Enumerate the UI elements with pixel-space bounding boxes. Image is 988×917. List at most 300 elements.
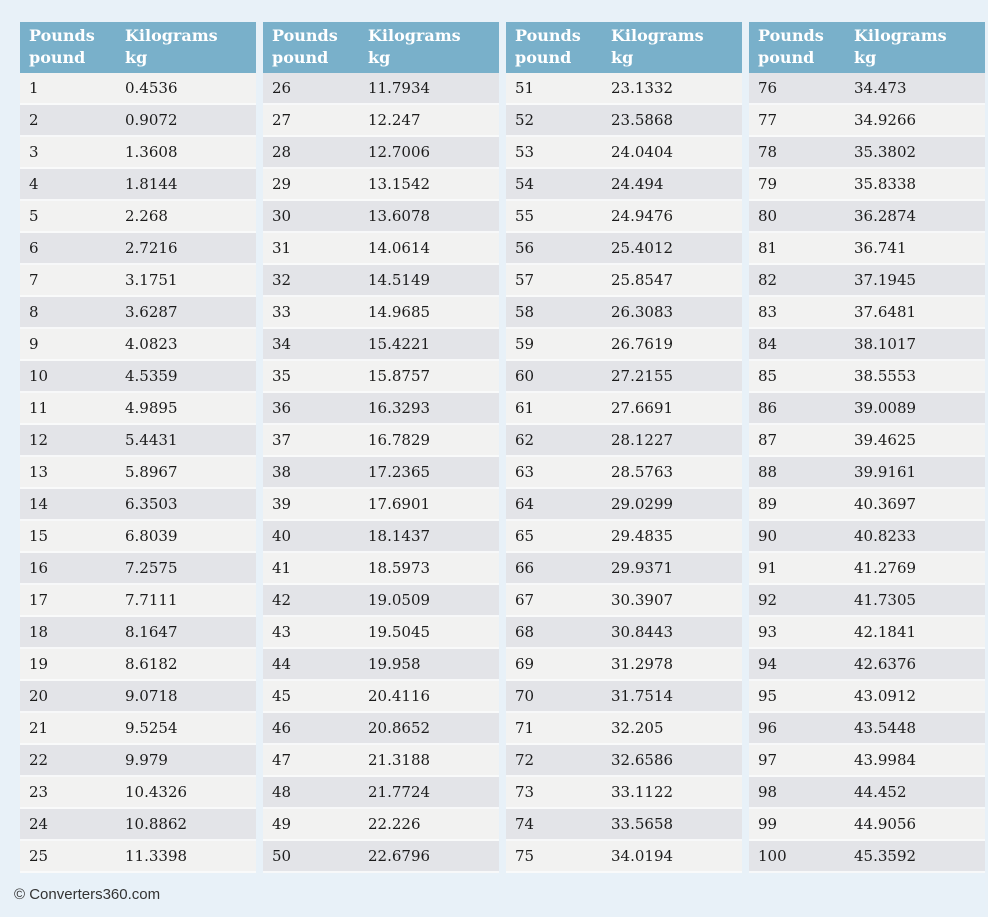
pounds-value: 85 xyxy=(758,367,778,385)
pounds-value: 37 xyxy=(272,431,292,449)
pounds-value: 75 xyxy=(515,847,535,865)
kilograms-value: 11.3398 xyxy=(125,847,188,865)
table-row xyxy=(749,361,985,393)
kilograms-value: 35.8338 xyxy=(854,175,917,193)
pounds-value: 77 xyxy=(758,111,778,129)
kilograms-value: 14.5149 xyxy=(368,271,431,289)
table-row xyxy=(506,169,742,201)
table-row xyxy=(506,73,742,105)
table-row xyxy=(263,361,499,393)
table-row xyxy=(263,329,499,361)
pounds-value: 51 xyxy=(515,79,535,97)
kilograms-value: 7.2575 xyxy=(125,559,178,577)
table-row xyxy=(506,713,742,745)
pounds-column-header xyxy=(272,25,368,73)
table-row xyxy=(263,489,499,521)
table-row xyxy=(749,489,985,521)
pounds-value: 18 xyxy=(29,623,49,641)
pounds-column-header xyxy=(758,25,854,73)
kilograms-value: 15.8757 xyxy=(368,367,431,385)
kilograms-value: 33.1122 xyxy=(611,783,674,801)
pounds-value: 53 xyxy=(515,143,535,161)
pounds-value: 61 xyxy=(515,399,535,417)
kilograms-value: 18.5973 xyxy=(368,559,431,577)
kilograms-value: 30.8443 xyxy=(611,623,674,641)
table-row xyxy=(749,521,985,553)
pounds-to-kg-table-76-100 xyxy=(749,22,985,873)
kilograms-header-line1: Kilograms xyxy=(611,26,704,45)
pounds-value: 21 xyxy=(29,719,49,737)
pounds-value: 4 xyxy=(29,175,39,193)
table-row xyxy=(506,265,742,297)
footer xyxy=(0,873,988,903)
pounds-value: 88 xyxy=(758,463,778,481)
pounds-column-header xyxy=(515,25,611,73)
table-row xyxy=(506,233,742,265)
kilograms-value: 29.4835 xyxy=(611,527,674,545)
table-row xyxy=(20,201,256,233)
pounds-value: 9 xyxy=(29,335,39,353)
table-row xyxy=(20,489,256,521)
table-row xyxy=(506,329,742,361)
pounds-value: 71 xyxy=(515,719,535,737)
kilograms-value: 1.3608 xyxy=(125,143,178,161)
pounds-value: 48 xyxy=(272,783,292,801)
table-row xyxy=(20,777,256,809)
pounds-header-line2: pound xyxy=(29,48,86,67)
kilograms-value: 44.452 xyxy=(854,783,907,801)
pounds-value: 52 xyxy=(515,111,535,129)
table-row xyxy=(749,201,985,233)
kilograms-value: 31.7514 xyxy=(611,687,674,705)
table-row xyxy=(506,841,742,873)
table-row xyxy=(20,649,256,681)
kilograms-value: 38.1017 xyxy=(854,335,917,353)
kilograms-value: 6.8039 xyxy=(125,527,178,545)
table-row xyxy=(263,617,499,649)
kilograms-value: 6.3503 xyxy=(125,495,178,513)
table-row xyxy=(20,329,256,361)
pounds-value: 31 xyxy=(272,239,292,257)
kilograms-value: 33.5658 xyxy=(611,815,674,833)
table-row xyxy=(749,297,985,329)
table-body xyxy=(20,73,256,873)
pounds-value: 66 xyxy=(515,559,535,577)
kilograms-value: 27.2155 xyxy=(611,367,674,385)
kilograms-header-line2: kg xyxy=(125,48,148,67)
pounds-value: 69 xyxy=(515,655,535,673)
pounds-value: 68 xyxy=(515,623,535,641)
pounds-value: 56 xyxy=(515,239,535,257)
kilograms-value: 9.0718 xyxy=(125,687,178,705)
table-row xyxy=(749,329,985,361)
kilograms-value: 36.741 xyxy=(854,239,907,257)
table-row xyxy=(506,361,742,393)
kilograms-value: 35.3802 xyxy=(854,143,917,161)
table-row xyxy=(749,649,985,681)
table-row xyxy=(506,297,742,329)
pounds-value: 32 xyxy=(272,271,292,289)
table-row xyxy=(506,681,742,713)
pounds-value: 65 xyxy=(515,527,535,545)
kilograms-value: 30.3907 xyxy=(611,591,674,609)
table-row xyxy=(20,809,256,841)
pounds-value: 19 xyxy=(29,655,49,673)
pounds-value: 96 xyxy=(758,719,778,737)
pounds-value: 83 xyxy=(758,303,778,321)
kilograms-header-line1: Kilograms xyxy=(854,26,947,45)
kilograms-column-header xyxy=(854,25,985,73)
table-row xyxy=(506,745,742,777)
table-row xyxy=(506,137,742,169)
pounds-column-header xyxy=(29,25,125,73)
pounds-value: 44 xyxy=(272,655,292,673)
table-row xyxy=(749,841,985,873)
pounds-header-line1: Pounds xyxy=(272,26,338,45)
kilograms-value: 43.0912 xyxy=(854,687,917,705)
pounds-value: 2 xyxy=(29,111,39,129)
kilograms-value: 28.5763 xyxy=(611,463,674,481)
pounds-value: 42 xyxy=(272,591,292,609)
pounds-value: 92 xyxy=(758,591,778,609)
pounds-value: 33 xyxy=(272,303,292,321)
kilograms-value: 14.9685 xyxy=(368,303,431,321)
kilograms-value: 12.7006 xyxy=(368,143,431,161)
kilograms-value: 42.1841 xyxy=(854,623,917,641)
kilograms-value: 29.9371 xyxy=(611,559,674,577)
pounds-value: 26 xyxy=(272,79,292,97)
kilograms-value: 17.6901 xyxy=(368,495,431,513)
kilograms-value: 43.5448 xyxy=(854,719,917,737)
kilograms-value: 0.9072 xyxy=(125,111,178,129)
table-row xyxy=(263,105,499,137)
table-row xyxy=(749,553,985,585)
kilograms-value: 37.6481 xyxy=(854,303,917,321)
table-row xyxy=(20,169,256,201)
pounds-value: 89 xyxy=(758,495,778,513)
table-row xyxy=(749,393,985,425)
kilograms-header-line1: Kilograms xyxy=(125,26,218,45)
pounds-value: 67 xyxy=(515,591,535,609)
pounds-value: 7 xyxy=(29,271,39,289)
pounds-value: 39 xyxy=(272,495,292,513)
pounds-value: 40 xyxy=(272,527,292,545)
kilograms-value: 27.6691 xyxy=(611,399,674,417)
table-row xyxy=(263,553,499,585)
pounds-value: 5 xyxy=(29,207,39,225)
table-row xyxy=(749,585,985,617)
kilograms-value: 26.7619 xyxy=(611,335,674,353)
pounds-value: 1 xyxy=(29,79,39,97)
pounds-value: 58 xyxy=(515,303,535,321)
kilograms-value: 3.1751 xyxy=(125,271,178,289)
pounds-value: 79 xyxy=(758,175,778,193)
kilograms-column-header xyxy=(611,25,742,73)
kilograms-value: 13.6078 xyxy=(368,207,431,225)
table-row xyxy=(20,233,256,265)
pounds-value: 74 xyxy=(515,815,535,833)
table-row xyxy=(749,137,985,169)
kilograms-value: 44.9056 xyxy=(854,815,917,833)
table-row xyxy=(506,777,742,809)
kilograms-value: 39.0089 xyxy=(854,399,917,417)
table-row xyxy=(20,681,256,713)
table-row xyxy=(749,457,985,489)
table-row xyxy=(20,105,256,137)
pounds-value: 91 xyxy=(758,559,778,577)
pounds-value: 14 xyxy=(29,495,49,513)
pounds-value: 84 xyxy=(758,335,778,353)
table-row xyxy=(20,745,256,777)
table-row xyxy=(506,617,742,649)
table-row xyxy=(749,233,985,265)
pounds-header-line2: pound xyxy=(758,48,815,67)
table-row xyxy=(20,457,256,489)
pounds-header-line1: Pounds xyxy=(758,26,824,45)
pounds-value: 81 xyxy=(758,239,778,257)
pounds-value: 90 xyxy=(758,527,778,545)
pounds-value: 86 xyxy=(758,399,778,417)
table-row xyxy=(749,169,985,201)
table-row xyxy=(749,617,985,649)
kilograms-value: 26.3083 xyxy=(611,303,674,321)
kilograms-value: 2.7216 xyxy=(125,239,178,257)
kilograms-header-line1: Kilograms xyxy=(368,26,461,45)
table-row xyxy=(263,169,499,201)
pounds-value: 10 xyxy=(29,367,49,385)
table-row xyxy=(20,425,256,457)
table-row xyxy=(20,361,256,393)
kilograms-value: 5.8967 xyxy=(125,463,178,481)
kilograms-value: 19.5045 xyxy=(368,623,431,641)
table-row xyxy=(749,777,985,809)
pounds-value: 8 xyxy=(29,303,39,321)
pounds-value: 54 xyxy=(515,175,535,193)
table-row xyxy=(263,521,499,553)
kilograms-value: 43.9984 xyxy=(854,751,917,769)
pounds-value: 24 xyxy=(29,815,49,833)
table-row xyxy=(20,553,256,585)
kilograms-value: 8.1647 xyxy=(125,623,178,641)
pounds-header-line2: pound xyxy=(272,48,329,67)
kilograms-value: 39.4625 xyxy=(854,431,917,449)
kilograms-value: 5.4431 xyxy=(125,431,178,449)
kilograms-value: 24.9476 xyxy=(611,207,674,225)
kilograms-value: 9.979 xyxy=(125,751,168,769)
pounds-value: 70 xyxy=(515,687,535,705)
kilograms-value: 4.9895 xyxy=(125,399,178,417)
kilograms-value: 28.1227 xyxy=(611,431,674,449)
kilograms-value: 37.1945 xyxy=(854,271,917,289)
kilograms-value: 29.0299 xyxy=(611,495,674,513)
kilograms-value: 12.247 xyxy=(368,111,421,129)
table-row xyxy=(749,73,985,105)
pounds-value: 28 xyxy=(272,143,292,161)
table-row xyxy=(263,265,499,297)
kilograms-value: 34.9266 xyxy=(854,111,917,129)
table-row xyxy=(263,297,499,329)
pounds-to-kg-table-26-50 xyxy=(263,22,499,873)
pounds-value: 49 xyxy=(272,815,292,833)
table-row xyxy=(263,585,499,617)
kilograms-value: 31.2978 xyxy=(611,655,674,673)
pounds-value: 11 xyxy=(29,399,49,417)
kilograms-value: 22.6796 xyxy=(368,847,431,865)
pounds-value: 60 xyxy=(515,367,535,385)
kilograms-value: 20.4116 xyxy=(368,687,431,705)
pounds-value: 73 xyxy=(515,783,535,801)
table-row xyxy=(263,649,499,681)
copyright-text: © Converters360.com xyxy=(14,886,161,903)
kilograms-column-header xyxy=(368,25,499,73)
kilograms-value: 23.1332 xyxy=(611,79,674,97)
kilograms-value: 4.5359 xyxy=(125,367,178,385)
table-row xyxy=(263,745,499,777)
kilograms-value: 4.0823 xyxy=(125,335,178,353)
table-row xyxy=(506,553,742,585)
pounds-value: 17 xyxy=(29,591,49,609)
kilograms-header-line2: kg xyxy=(854,48,877,67)
pounds-value: 98 xyxy=(758,783,778,801)
pounds-value: 57 xyxy=(515,271,535,289)
table-row xyxy=(506,393,742,425)
pounds-value: 6 xyxy=(29,239,39,257)
kilograms-value: 3.6287 xyxy=(125,303,178,321)
table-row xyxy=(263,841,499,873)
table-row xyxy=(20,297,256,329)
pounds-value: 97 xyxy=(758,751,778,769)
table-body xyxy=(749,73,985,873)
table-row xyxy=(506,649,742,681)
pounds-value: 100 xyxy=(758,847,787,865)
pounds-value: 63 xyxy=(515,463,535,481)
pounds-value: 16 xyxy=(29,559,49,577)
kilograms-value: 16.3293 xyxy=(368,399,431,417)
table-row xyxy=(20,617,256,649)
table-header xyxy=(20,22,256,73)
pounds-value: 82 xyxy=(758,271,778,289)
pounds-value: 12 xyxy=(29,431,49,449)
table-row xyxy=(749,105,985,137)
table-row xyxy=(263,393,499,425)
pounds-value: 36 xyxy=(272,399,292,417)
kilograms-value: 21.7724 xyxy=(368,783,431,801)
pounds-value: 43 xyxy=(272,623,292,641)
pounds-value: 93 xyxy=(758,623,778,641)
table-row xyxy=(749,265,985,297)
table-body xyxy=(506,73,742,873)
kilograms-value: 45.3592 xyxy=(854,847,917,865)
pounds-value: 13 xyxy=(29,463,49,481)
pounds-value: 76 xyxy=(758,79,778,97)
kilograms-value: 42.6376 xyxy=(854,655,917,673)
table-row xyxy=(263,233,499,265)
table-row xyxy=(506,809,742,841)
pounds-value: 29 xyxy=(272,175,292,193)
pounds-value: 15 xyxy=(29,527,49,545)
kilograms-value: 19.0509 xyxy=(368,591,431,609)
pounds-value: 99 xyxy=(758,815,778,833)
kilograms-value: 22.226 xyxy=(368,815,421,833)
kilograms-value: 39.9161 xyxy=(854,463,917,481)
table-row xyxy=(749,681,985,713)
pounds-value: 50 xyxy=(272,847,292,865)
pounds-value: 47 xyxy=(272,751,292,769)
table-row xyxy=(506,521,742,553)
table-row xyxy=(263,681,499,713)
pounds-value: 41 xyxy=(272,559,292,577)
table-row xyxy=(263,201,499,233)
kilograms-value: 7.7111 xyxy=(125,591,178,609)
table-row xyxy=(263,73,499,105)
pounds-value: 23 xyxy=(29,783,49,801)
pounds-value: 20 xyxy=(29,687,49,705)
table-row xyxy=(749,809,985,841)
pounds-value: 35 xyxy=(272,367,292,385)
kilograms-value: 41.7305 xyxy=(854,591,917,609)
pounds-header-line2: pound xyxy=(515,48,572,67)
pounds-value: 64 xyxy=(515,495,535,513)
pounds-header-line1: Pounds xyxy=(515,26,581,45)
kilograms-value: 2.268 xyxy=(125,207,168,225)
table-row xyxy=(20,841,256,873)
pounds-value: 80 xyxy=(758,207,778,225)
table-row xyxy=(20,713,256,745)
kilograms-value: 34.0194 xyxy=(611,847,674,865)
kilograms-value: 25.8547 xyxy=(611,271,674,289)
kilograms-value: 18.1437 xyxy=(368,527,431,545)
table-row xyxy=(263,425,499,457)
pounds-value: 59 xyxy=(515,335,535,353)
table-header xyxy=(263,22,499,73)
table-row xyxy=(20,73,256,105)
kilograms-value: 24.494 xyxy=(611,175,664,193)
table-row xyxy=(506,457,742,489)
table-row xyxy=(749,713,985,745)
kilograms-column-header xyxy=(125,25,256,73)
pounds-value: 94 xyxy=(758,655,778,673)
table-row xyxy=(263,137,499,169)
table-row xyxy=(20,393,256,425)
kilograms-value: 25.4012 xyxy=(611,239,674,257)
kilograms-value: 13.1542 xyxy=(368,175,431,193)
pounds-value: 25 xyxy=(29,847,49,865)
pounds-value: 30 xyxy=(272,207,292,225)
table-row xyxy=(506,425,742,457)
table-row xyxy=(263,809,499,841)
pounds-value: 46 xyxy=(272,719,292,737)
kilograms-value: 41.2769 xyxy=(854,559,917,577)
pounds-value: 34 xyxy=(272,335,292,353)
kilograms-value: 24.0404 xyxy=(611,143,674,161)
pounds-value: 22 xyxy=(29,751,49,769)
kilograms-value: 20.8652 xyxy=(368,719,431,737)
pounds-value: 55 xyxy=(515,207,535,225)
kilograms-value: 11.7934 xyxy=(368,79,431,97)
pounds-to-kg-table-1-25 xyxy=(20,22,256,873)
table-row xyxy=(20,265,256,297)
table-row xyxy=(263,457,499,489)
kilograms-value: 9.5254 xyxy=(125,719,178,737)
table-row xyxy=(506,105,742,137)
pounds-to-kg-table-51-75 xyxy=(506,22,742,873)
pounds-value: 45 xyxy=(272,687,292,705)
kilograms-header-line2: kg xyxy=(611,48,634,67)
kilograms-value: 16.7829 xyxy=(368,431,431,449)
kilograms-value: 32.205 xyxy=(611,719,664,737)
kilograms-value: 40.8233 xyxy=(854,527,917,545)
kilograms-value: 10.4326 xyxy=(125,783,188,801)
